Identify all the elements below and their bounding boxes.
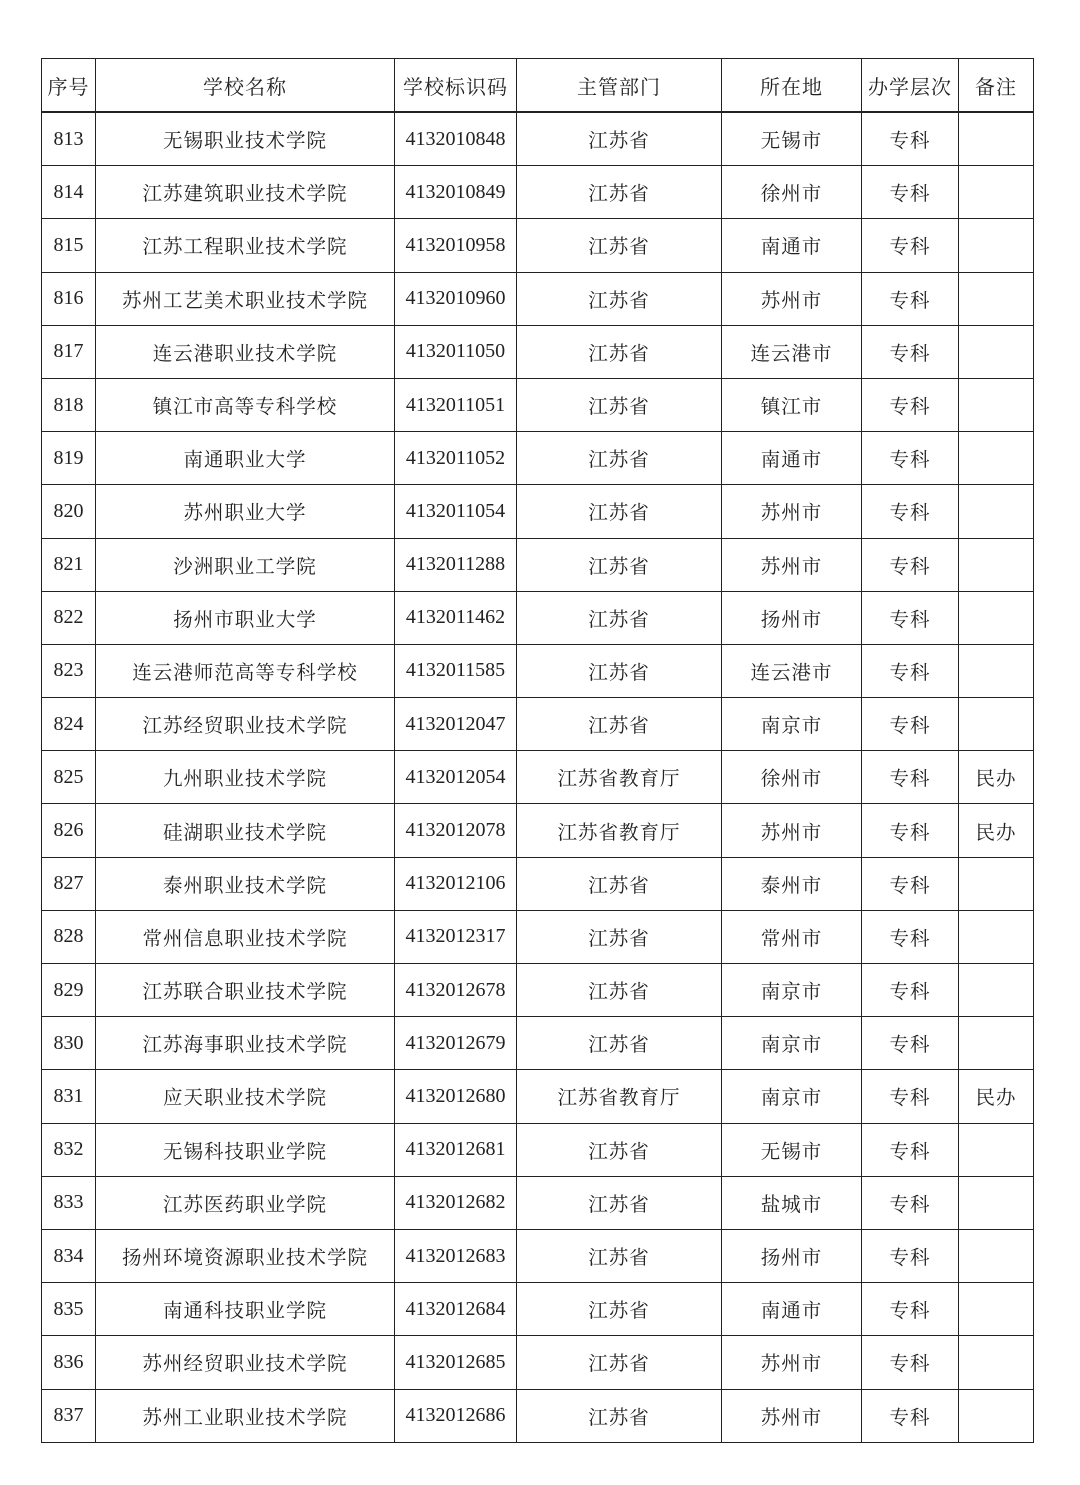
cell-department: 江苏省 — [517, 591, 722, 644]
cell-index: 827 — [42, 857, 96, 910]
cell-remarks — [959, 166, 1034, 219]
table-row — [42, 964, 1034, 1017]
header-level: 办学层次 — [862, 59, 959, 113]
cell-department: 江苏省 — [517, 219, 722, 272]
cell-location: 无锡市 — [722, 1123, 862, 1176]
cell-remarks — [959, 432, 1034, 485]
cell-index: 818 — [42, 378, 96, 431]
table-body — [42, 112, 1034, 1442]
cell-location: 南通市 — [722, 432, 862, 485]
cell-school-code: 4132012680 — [395, 1070, 517, 1123]
cell-index: 814 — [42, 166, 96, 219]
header-school-code: 学校标识码 — [395, 59, 517, 113]
cell-school-code: 4132011462 — [395, 591, 517, 644]
cell-school-name: 常州信息职业技术学院 — [96, 910, 395, 963]
table-row — [42, 751, 1034, 804]
cell-remarks — [959, 1336, 1034, 1389]
cell-department: 江苏省 — [517, 1017, 722, 1070]
cell-level: 专科 — [862, 751, 959, 804]
cell-remarks: 民办 — [959, 751, 1034, 804]
cell-school-code: 4132012679 — [395, 1017, 517, 1070]
cell-index: 836 — [42, 1336, 96, 1389]
table-row — [42, 325, 1034, 378]
cell-school-name: 南通科技职业学院 — [96, 1283, 395, 1336]
cell-school-name: 苏州经贸职业技术学院 — [96, 1336, 395, 1389]
table-row — [42, 1389, 1034, 1442]
table-header — [42, 59, 1034, 113]
cell-school-code: 4132012683 — [395, 1229, 517, 1282]
cell-location: 苏州市 — [722, 485, 862, 538]
table-row — [42, 432, 1034, 485]
header-row — [42, 59, 1034, 113]
cell-remarks — [959, 1017, 1034, 1070]
cell-level: 专科 — [862, 432, 959, 485]
cell-location: 连云港市 — [722, 325, 862, 378]
cell-school-name: 泰州职业技术学院 — [96, 857, 395, 910]
cell-school-name: 苏州工艺美术职业技术学院 — [96, 272, 395, 325]
cell-level: 专科 — [862, 964, 959, 1017]
cell-department: 江苏省 — [517, 1176, 722, 1229]
cell-school-code: 4132012682 — [395, 1176, 517, 1229]
cell-department: 江苏省 — [517, 857, 722, 910]
cell-level: 专科 — [862, 112, 959, 166]
cell-level: 专科 — [862, 378, 959, 431]
cell-school-code: 4132010849 — [395, 166, 517, 219]
table-row — [42, 1017, 1034, 1070]
cell-school-name: 江苏建筑职业技术学院 — [96, 166, 395, 219]
cell-school-code: 4132012047 — [395, 698, 517, 751]
cell-remarks — [959, 1123, 1034, 1176]
cell-department: 江苏省 — [517, 378, 722, 431]
cell-index: 820 — [42, 485, 96, 538]
cell-school-code: 4132011585 — [395, 644, 517, 697]
cell-school-code: 4132012317 — [395, 910, 517, 963]
cell-school-code: 4132011288 — [395, 538, 517, 591]
cell-department: 江苏省教育厅 — [517, 751, 722, 804]
cell-school-name: 沙洲职业工学院 — [96, 538, 395, 591]
cell-department: 江苏省 — [517, 1229, 722, 1282]
cell-level: 专科 — [862, 804, 959, 857]
cell-index: 834 — [42, 1229, 96, 1282]
cell-location: 无锡市 — [722, 112, 862, 166]
cell-location: 徐州市 — [722, 751, 862, 804]
cell-department: 江苏省 — [517, 432, 722, 485]
cell-level: 专科 — [862, 591, 959, 644]
cell-remarks — [959, 325, 1034, 378]
cell-level: 专科 — [862, 219, 959, 272]
cell-location: 南通市 — [722, 219, 862, 272]
cell-location: 苏州市 — [722, 1389, 862, 1442]
table-row — [42, 1283, 1034, 1336]
cell-index: 817 — [42, 325, 96, 378]
cell-school-code: 4132011050 — [395, 325, 517, 378]
cell-level: 专科 — [862, 1017, 959, 1070]
cell-school-name: 无锡科技职业学院 — [96, 1123, 395, 1176]
cell-school-code: 4132012078 — [395, 804, 517, 857]
cell-location: 南通市 — [722, 1283, 862, 1336]
cell-remarks — [959, 1389, 1034, 1442]
cell-school-name: 江苏医药职业学院 — [96, 1176, 395, 1229]
table-row — [42, 1123, 1034, 1176]
table-row — [42, 644, 1034, 697]
cell-remarks — [959, 112, 1034, 166]
cell-department: 江苏省 — [517, 485, 722, 538]
cell-level: 专科 — [862, 910, 959, 963]
header-location: 所在地 — [722, 59, 862, 113]
cell-level: 专科 — [862, 1123, 959, 1176]
cell-school-name: 扬州市职业大学 — [96, 591, 395, 644]
cell-index: 822 — [42, 591, 96, 644]
cell-remarks: 民办 — [959, 1070, 1034, 1123]
cell-index: 835 — [42, 1283, 96, 1336]
cell-remarks: 民办 — [959, 804, 1034, 857]
cell-school-name: 江苏联合职业技术学院 — [96, 964, 395, 1017]
cell-level: 专科 — [862, 1283, 959, 1336]
cell-level: 专科 — [862, 538, 959, 591]
cell-department: 江苏省教育厅 — [517, 1070, 722, 1123]
cell-school-name: 苏州工业职业技术学院 — [96, 1389, 395, 1442]
cell-level: 专科 — [862, 272, 959, 325]
cell-index: 813 — [42, 112, 96, 166]
header-department: 主管部门 — [517, 59, 722, 113]
cell-remarks — [959, 272, 1034, 325]
cell-location: 苏州市 — [722, 804, 862, 857]
cell-location: 南京市 — [722, 1070, 862, 1123]
cell-school-name: 苏州职业大学 — [96, 485, 395, 538]
cell-department: 江苏省 — [517, 1283, 722, 1336]
cell-school-name: 连云港职业技术学院 — [96, 325, 395, 378]
cell-school-name: 硅湖职业技术学院 — [96, 804, 395, 857]
table-row — [42, 1336, 1034, 1389]
cell-remarks — [959, 1176, 1034, 1229]
cell-department: 江苏省 — [517, 1336, 722, 1389]
cell-school-code: 4132012054 — [395, 751, 517, 804]
cell-level: 专科 — [862, 1389, 959, 1442]
cell-level: 专科 — [862, 857, 959, 910]
cell-location: 连云港市 — [722, 644, 862, 697]
cell-index: 823 — [42, 644, 96, 697]
table-row — [42, 857, 1034, 910]
cell-department: 江苏省 — [517, 538, 722, 591]
cell-location: 南京市 — [722, 964, 862, 1017]
cell-school-code: 4132012106 — [395, 857, 517, 910]
table-row — [42, 166, 1034, 219]
header-remarks: 备注 — [959, 59, 1034, 113]
table-row — [42, 219, 1034, 272]
cell-school-name: 江苏经贸职业技术学院 — [96, 698, 395, 751]
cell-remarks — [959, 698, 1034, 751]
cell-level: 专科 — [862, 1336, 959, 1389]
table-row — [42, 112, 1034, 166]
cell-school-name: 扬州环境资源职业技术学院 — [96, 1229, 395, 1282]
table-row — [42, 485, 1034, 538]
cell-school-code: 4132010958 — [395, 219, 517, 272]
header-index: 序号 — [42, 59, 96, 113]
cell-index: 831 — [42, 1070, 96, 1123]
cell-level: 专科 — [862, 644, 959, 697]
cell-department: 江苏省 — [517, 1389, 722, 1442]
cell-location: 南京市 — [722, 698, 862, 751]
cell-school-code: 4132012686 — [395, 1389, 517, 1442]
table-row — [42, 1176, 1034, 1229]
cell-location: 扬州市 — [722, 1229, 862, 1282]
cell-department: 江苏省 — [517, 910, 722, 963]
cell-remarks — [959, 910, 1034, 963]
cell-department: 江苏省 — [517, 1123, 722, 1176]
cell-department: 江苏省 — [517, 272, 722, 325]
cell-school-code: 4132012685 — [395, 1336, 517, 1389]
cell-school-code: 4132010960 — [395, 272, 517, 325]
cell-remarks — [959, 219, 1034, 272]
header-school-name: 学校名称 — [96, 59, 395, 113]
cell-school-code: 4132012678 — [395, 964, 517, 1017]
cell-location: 苏州市 — [722, 538, 862, 591]
cell-remarks — [959, 538, 1034, 591]
cell-school-name: 连云港师范高等专科学校 — [96, 644, 395, 697]
cell-index: 816 — [42, 272, 96, 325]
cell-school-code: 4132011051 — [395, 378, 517, 431]
table-row — [42, 804, 1034, 857]
cell-level: 专科 — [862, 1229, 959, 1282]
table-row — [42, 698, 1034, 751]
cell-school-name: 江苏海事职业技术学院 — [96, 1017, 395, 1070]
cell-location: 南京市 — [722, 1017, 862, 1070]
cell-remarks — [959, 378, 1034, 431]
table-row — [42, 272, 1034, 325]
cell-department: 江苏省 — [517, 644, 722, 697]
cell-school-code: 4132011052 — [395, 432, 517, 485]
cell-index: 825 — [42, 751, 96, 804]
cell-department: 江苏省 — [517, 166, 722, 219]
cell-level: 专科 — [862, 1070, 959, 1123]
cell-remarks — [959, 857, 1034, 910]
cell-remarks — [959, 485, 1034, 538]
cell-location: 苏州市 — [722, 1336, 862, 1389]
cell-remarks — [959, 644, 1034, 697]
cell-remarks — [959, 591, 1034, 644]
cell-department: 江苏省 — [517, 325, 722, 378]
cell-school-name: 镇江市高等专科学校 — [96, 378, 395, 431]
cell-department: 江苏省 — [517, 964, 722, 1017]
cell-level: 专科 — [862, 166, 959, 219]
cell-index: 826 — [42, 804, 96, 857]
table-row — [42, 591, 1034, 644]
cell-location: 徐州市 — [722, 166, 862, 219]
cell-department: 江苏省 — [517, 112, 722, 166]
cell-school-code: 4132012681 — [395, 1123, 517, 1176]
cell-school-code: 4132012684 — [395, 1283, 517, 1336]
cell-location: 常州市 — [722, 910, 862, 963]
cell-index: 824 — [42, 698, 96, 751]
cell-school-name: 九州职业技术学院 — [96, 751, 395, 804]
cell-index: 832 — [42, 1123, 96, 1176]
table-row — [42, 910, 1034, 963]
cell-index: 821 — [42, 538, 96, 591]
cell-index: 829 — [42, 964, 96, 1017]
cell-school-name: 南通职业大学 — [96, 432, 395, 485]
cell-location: 扬州市 — [722, 591, 862, 644]
cell-location: 镇江市 — [722, 378, 862, 431]
cell-department: 江苏省教育厅 — [517, 804, 722, 857]
table-row — [42, 538, 1034, 591]
cell-school-name: 江苏工程职业技术学院 — [96, 219, 395, 272]
cell-location: 盐城市 — [722, 1176, 862, 1229]
cell-school-name: 无锡职业技术学院 — [96, 112, 395, 166]
cell-location: 苏州市 — [722, 272, 862, 325]
table-row — [42, 378, 1034, 431]
cell-remarks — [959, 1283, 1034, 1336]
cell-level: 专科 — [862, 1176, 959, 1229]
cell-level: 专科 — [862, 698, 959, 751]
cell-school-code: 4132010848 — [395, 112, 517, 166]
cell-school-name: 应天职业技术学院 — [96, 1070, 395, 1123]
cell-department: 江苏省 — [517, 698, 722, 751]
cell-remarks — [959, 964, 1034, 1017]
cell-index: 828 — [42, 910, 96, 963]
cell-index: 815 — [42, 219, 96, 272]
table-row — [42, 1070, 1034, 1123]
cell-level: 专科 — [862, 325, 959, 378]
cell-school-code: 4132011054 — [395, 485, 517, 538]
cell-location: 泰州市 — [722, 857, 862, 910]
cell-index: 837 — [42, 1389, 96, 1442]
cell-index: 830 — [42, 1017, 96, 1070]
cell-index: 819 — [42, 432, 96, 485]
cell-index: 833 — [42, 1176, 96, 1229]
school-table — [41, 58, 1034, 1443]
table-row — [42, 1229, 1034, 1282]
cell-level: 专科 — [862, 485, 959, 538]
cell-remarks — [959, 1229, 1034, 1282]
